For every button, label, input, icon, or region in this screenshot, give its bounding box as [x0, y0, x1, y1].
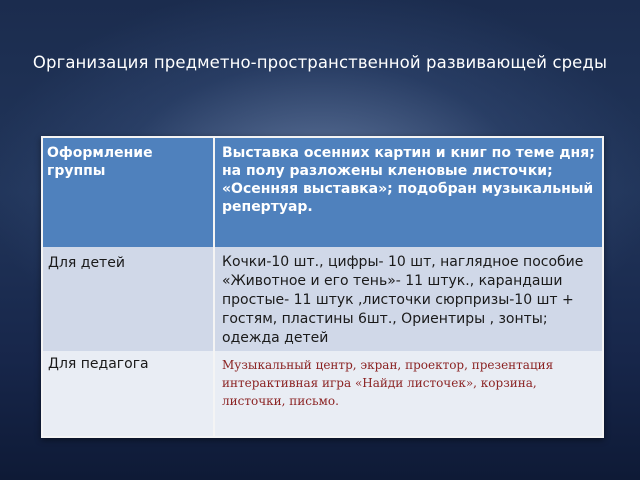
slide-title: Организация предметно-пространственной развивающей среды [32, 53, 608, 72]
row-label-decoration: Оформление группы [43, 138, 215, 247]
row-label-children: Для детей [43, 247, 215, 351]
table-row-decoration [43, 138, 602, 250]
environment-table [41, 136, 604, 438]
row-content-children: Кочки-10 шт., цифры- 10 шт, наглядное пособие «Животное и его тень»- 11 штук., карандаши простые- 11 штук ,листочки сюрпризы-10 шт + гостям, пластины 6шт., Ориентиры , зонты; одежда детей [222, 254, 584, 346]
table-row-children [43, 247, 602, 353]
table-row-teacher [43, 351, 602, 436]
row-label-teacher: Для педагога [43, 351, 215, 436]
row-content-teacher: Музыкальный центр, экран, проектор, презентация интерактивная игра «Найди листочек», корзина, листочки, письмо. [222, 358, 554, 408]
row-content-decoration: Выставка осенних картин и книг по теме дня; на полу разложены кленовые листочки; «Осенняя выставка»; подобран музыкальный репертуар. [222, 145, 595, 215]
